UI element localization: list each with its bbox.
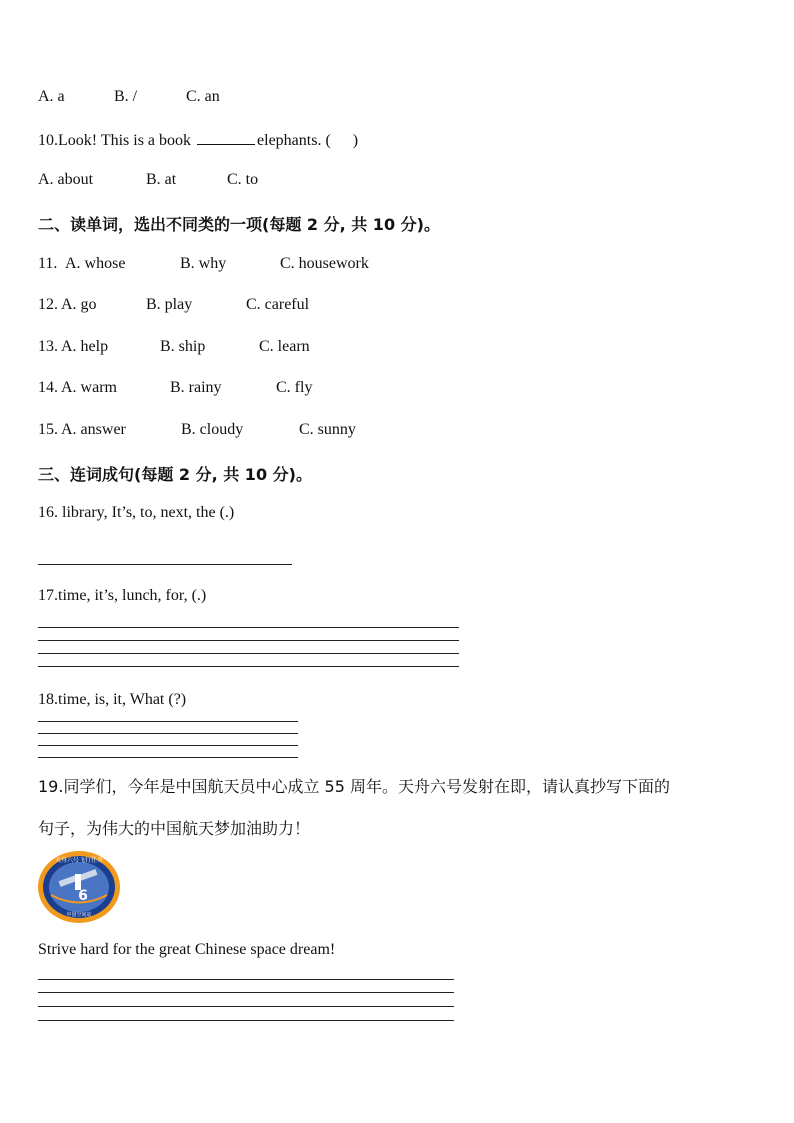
q15-option-b[interactable]: B. cloudy [181, 421, 244, 438]
q13-number: 13. [38, 338, 58, 355]
q10-text-before: Look! This is a book [58, 132, 192, 149]
section-2-heading: 二、读单词，选出不同类的一项(每题 2 分, 共 10 分)。 [38, 215, 440, 234]
question-14 [38, 379, 312, 397]
q15-option-c[interactable]: C. sunny [299, 421, 356, 438]
q10-option-c[interactable]: C. to [227, 171, 259, 188]
q9-option-c[interactable]: C. an [186, 88, 220, 105]
q11-option-c[interactable]: C. housework [280, 255, 369, 272]
question-19-line-2: 句子，为伟大的中国航天梦加油助力！ [38, 819, 311, 838]
badge-number: 6 [78, 888, 88, 904]
q15-number: 15. [38, 421, 58, 438]
badge-bottom-text: 中国空间站 [66, 912, 92, 918]
q12-option-c[interactable]: C. careful [246, 296, 310, 313]
question-10 [38, 130, 358, 150]
q14-option-c[interactable]: C. fly [276, 379, 313, 396]
q10-option-a[interactable]: A. about [38, 171, 94, 188]
q12-option-b[interactable]: B. play [146, 296, 193, 313]
question-12 [38, 296, 309, 314]
question-18: 18.time, is, it, What (?) [38, 691, 187, 708]
mission-badge-icon [37, 850, 121, 924]
q10-text-after: elephants. ( [257, 132, 331, 149]
q11-option-b[interactable]: B. why [180, 255, 227, 272]
q18-answer-line-1[interactable] [38, 721, 298, 722]
q13-option-a[interactable]: A. help [61, 338, 109, 355]
q14-number: 14. [38, 379, 58, 396]
q10-number: 10. [38, 132, 58, 149]
q19-answer-line-3[interactable] [38, 1006, 454, 1007]
q17-answer-line-1[interactable] [38, 627, 459, 628]
q14-option-a[interactable]: A. warm [61, 379, 117, 396]
q13-option-b[interactable]: B. ship [160, 338, 206, 355]
q17-answer-line-2[interactable] [38, 640, 459, 641]
q19-sentence: Strive hard for the great Chinese space dream! [38, 941, 336, 958]
question-11 [38, 255, 369, 273]
q12-option-a[interactable]: A. go [61, 296, 97, 313]
q13-option-c[interactable]: C. learn [259, 338, 310, 355]
question-19-line-1: 19.同学们，今年是中国航天员中心成立 55 周年。天舟六号发射在即，请认真抄写下面的 [38, 777, 670, 796]
q12-number: 12. [38, 296, 58, 313]
question-16: 16. library, It’s, to, next, the (.) [38, 504, 235, 521]
q15-option-a[interactable]: A. answer [61, 421, 126, 438]
section-3-heading: 三、连词成句(每题 2 分, 共 10 分)。 [38, 465, 312, 484]
q9-option-a[interactable]: A. a [38, 88, 65, 105]
q19-answer-line-2[interactable] [38, 992, 454, 993]
question-13 [38, 338, 310, 356]
q10-close-paren: ) [352, 132, 359, 149]
q18-answer-line-2[interactable] [38, 733, 298, 734]
q9-option-b[interactable]: B. / [114, 88, 138, 105]
q11-number: 11. [38, 255, 58, 272]
q17-answer-line-4[interactable] [38, 666, 459, 667]
q19-answer-line-1[interactable] [38, 979, 454, 980]
q10-option-b[interactable]: B. at [146, 171, 177, 188]
q11-option-a[interactable]: A. whose [65, 255, 126, 272]
q18-answer-line-4[interactable] [38, 757, 298, 758]
q10-answer-blank[interactable] [197, 130, 255, 145]
q14-option-b[interactable]: B. rainy [170, 379, 222, 396]
q9-options [38, 88, 220, 106]
q19-answer-line-4[interactable] [38, 1020, 454, 1021]
q10-options [38, 171, 258, 189]
badge-top-text: 天舟六号飞行任务 [54, 857, 104, 864]
q17-answer-line-3[interactable] [38, 653, 459, 654]
q16-answer-line[interactable] [38, 564, 292, 565]
question-15 [38, 421, 356, 439]
q18-answer-line-3[interactable] [38, 745, 298, 746]
question-17: 17.time, it’s, lunch, for, (.) [38, 587, 207, 604]
